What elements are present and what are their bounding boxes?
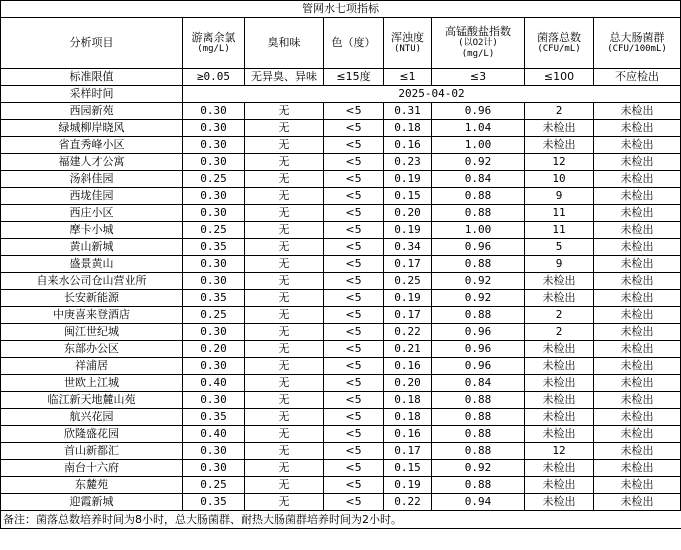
odor-value: 无 [245, 188, 324, 205]
colony-value: 9 [525, 256, 594, 273]
colony-value: 10 [525, 171, 594, 188]
coliform-value: 未检出 [594, 324, 681, 341]
coliform-value: 未检出 [594, 358, 681, 375]
site-name: 福建人才公寓 [1, 154, 183, 171]
cod-value: 0.88 [432, 256, 525, 273]
header-turbidity [384, 18, 432, 69]
header-cod-note: (以O2计) [458, 38, 498, 48]
odor-value: 无 [245, 460, 324, 477]
cod-value: 0.94 [432, 494, 525, 511]
color-value: <5 [324, 273, 384, 290]
site-name: 闽江世纪城 [1, 324, 183, 341]
table-row [1, 341, 681, 358]
header-colony [525, 18, 594, 69]
cod-value: 0.96 [432, 324, 525, 341]
header-turbidity-name: 浑浊度 [391, 30, 424, 44]
standard-row [1, 69, 681, 86]
turbidity-value: 0.19 [384, 171, 432, 188]
color-value: <5 [324, 239, 384, 256]
table-row [1, 239, 681, 256]
cod-value: 0.96 [432, 341, 525, 358]
odor-value: 无 [245, 477, 324, 494]
chlorine-value: 0.30 [183, 460, 245, 477]
turbidity-value: 0.17 [384, 307, 432, 324]
chlorine-value: 0.30 [183, 324, 245, 341]
color-value: <5 [324, 307, 384, 324]
header-cod-name: 高锰酸盐指数 [445, 25, 511, 38]
colony-value: 未检出 [525, 392, 594, 409]
cod-value: 0.92 [432, 460, 525, 477]
color-value: <5 [324, 205, 384, 222]
chlorine-value: 0.40 [183, 375, 245, 392]
odor-value: 无 [245, 154, 324, 171]
cod-value: 0.92 [432, 290, 525, 307]
color-value: <5 [324, 171, 384, 188]
table-row [1, 375, 681, 392]
cod-value: 0.96 [432, 239, 525, 256]
colony-value: 5 [525, 239, 594, 256]
table-row [1, 256, 681, 273]
odor-value: 无 [245, 222, 324, 239]
color-value: <5 [324, 103, 384, 120]
color-value: <5 [324, 290, 384, 307]
table-title-row [1, 1, 681, 18]
color-value: <5 [324, 375, 384, 392]
coliform-value: 未检出 [594, 375, 681, 392]
cod-value: 0.84 [432, 171, 525, 188]
header-coliform-name: 总大肠菌群 [609, 30, 665, 44]
color-value: <5 [324, 460, 384, 477]
site-name: 迎霞新城 [1, 494, 183, 511]
chlorine-value: 0.25 [183, 307, 245, 324]
header-chlorine [183, 18, 245, 69]
standard-cod: ≤3 [432, 69, 525, 86]
color-value: <5 [324, 188, 384, 205]
cod-value: 0.92 [432, 154, 525, 171]
turbidity-value: 0.22 [384, 494, 432, 511]
site-name: 黄山新城 [1, 239, 183, 256]
site-name: 世欧上江城 [1, 375, 183, 392]
coliform-value: 未检出 [594, 273, 681, 290]
color-value: <5 [324, 409, 384, 426]
odor-value: 无 [245, 443, 324, 460]
site-name: 南台十六府 [1, 460, 183, 477]
chlorine-value: 0.35 [183, 239, 245, 256]
header-cod [432, 18, 525, 69]
table-row [1, 409, 681, 426]
coliform-value: 未检出 [594, 154, 681, 171]
colony-value: 9 [525, 188, 594, 205]
site-name: 绿城柳岸晓风 [1, 120, 183, 137]
table-row [1, 426, 681, 443]
table-row [1, 443, 681, 460]
site-name: 祥浦居 [1, 358, 183, 375]
turbidity-value: 0.17 [384, 443, 432, 460]
standard-label: 标准限值 [1, 69, 183, 86]
note-row [0, 511, 681, 529]
turbidity-value: 0.18 [384, 120, 432, 137]
chlorine-value: 0.35 [183, 494, 245, 511]
coliform-value: 未检出 [594, 239, 681, 256]
site-name: 西园新苑 [1, 103, 183, 120]
chlorine-value: 0.25 [183, 477, 245, 494]
coliform-value: 未检出 [594, 256, 681, 273]
table-title: 管网水七项指标 [1, 1, 681, 18]
colony-value: 未检出 [525, 137, 594, 154]
coliform-value: 未检出 [594, 392, 681, 409]
turbidity-value: 0.21 [384, 341, 432, 358]
colony-value: 2 [525, 307, 594, 324]
header-coliform [594, 18, 681, 69]
cod-value: 0.88 [432, 307, 525, 324]
chlorine-value: 0.30 [183, 154, 245, 171]
odor-value: 无 [245, 103, 324, 120]
odor-value: 无 [245, 273, 324, 290]
turbidity-value: 0.23 [384, 154, 432, 171]
turbidity-value: 0.19 [384, 290, 432, 307]
turbidity-value: 0.19 [384, 222, 432, 239]
chlorine-value: 0.35 [183, 409, 245, 426]
color-value: <5 [324, 341, 384, 358]
color-value: <5 [324, 426, 384, 443]
chlorine-value: 0.30 [183, 120, 245, 137]
site-name: 省直秀峰小区 [1, 137, 183, 154]
odor-value: 无 [245, 137, 324, 154]
table-row [1, 494, 681, 511]
coliform-value: 未检出 [594, 494, 681, 511]
coliform-value: 未检出 [594, 103, 681, 120]
table-row [1, 358, 681, 375]
colony-value: 12 [525, 154, 594, 171]
colony-value: 未检出 [525, 477, 594, 494]
colony-value: 未检出 [525, 494, 594, 511]
cod-value: 0.92 [432, 273, 525, 290]
chlorine-value: 0.25 [183, 171, 245, 188]
odor-value: 无 [245, 341, 324, 358]
table-row [1, 460, 681, 477]
turbidity-value: 0.16 [384, 426, 432, 443]
site-name: 东麓苑 [1, 477, 183, 494]
chlorine-value: 0.30 [183, 443, 245, 460]
header-turbidity-unit: (NTU) [393, 43, 422, 54]
cod-value: 0.88 [432, 426, 525, 443]
site-name: 西垅佳园 [1, 188, 183, 205]
cod-value: 0.88 [432, 392, 525, 409]
cod-value: 0.88 [432, 409, 525, 426]
header-colony-unit: (CFU/mL) [537, 43, 581, 54]
colony-value: 2 [525, 103, 594, 120]
sampling-date: 2025-04-02 [183, 86, 681, 103]
chlorine-value: 0.25 [183, 222, 245, 239]
site-name: 首山新都汇 [1, 443, 183, 460]
site-name: 汤斜佳园 [1, 171, 183, 188]
table-row [1, 392, 681, 409]
odor-value: 无 [245, 290, 324, 307]
odor-value: 无 [245, 409, 324, 426]
turbidity-value: 0.20 [384, 375, 432, 392]
coliform-value: 未检出 [594, 460, 681, 477]
table-row [1, 290, 681, 307]
cod-value: 0.96 [432, 103, 525, 120]
odor-value: 无 [245, 392, 324, 409]
color-value: <5 [324, 324, 384, 341]
chlorine-value: 0.30 [183, 392, 245, 409]
odor-value: 无 [245, 171, 324, 188]
table-row [1, 477, 681, 494]
standard-colony: ≤100 [525, 69, 594, 86]
table-row [1, 222, 681, 239]
coliform-value: 未检出 [594, 409, 681, 426]
cod-value: 0.96 [432, 358, 525, 375]
site-name: 西庄小区 [1, 205, 183, 222]
color-value: <5 [324, 494, 384, 511]
colony-value: 11 [525, 222, 594, 239]
color-value: <5 [324, 392, 384, 409]
table-row [1, 324, 681, 341]
site-name: 临江新天地麓山苑 [1, 392, 183, 409]
table-row [1, 137, 681, 154]
odor-value: 无 [245, 358, 324, 375]
chlorine-value: 0.20 [183, 341, 245, 358]
coliform-value: 未检出 [594, 477, 681, 494]
colony-value: 未检出 [525, 120, 594, 137]
table-row [1, 188, 681, 205]
table-row [1, 205, 681, 222]
site-name: 欣隆盛花园 [1, 426, 183, 443]
color-value: <5 [324, 222, 384, 239]
odor-value: 无 [245, 375, 324, 392]
turbidity-value: 0.25 [384, 273, 432, 290]
turbidity-value: 0.20 [384, 205, 432, 222]
header-colony-name: 菌落总数 [537, 30, 581, 44]
site-name: 盛景黄山 [1, 256, 183, 273]
header-color: 色（度） [324, 18, 384, 69]
chlorine-value: 0.30 [183, 205, 245, 222]
site-name: 中庚喜来登酒店 [1, 307, 183, 324]
colony-value: 未检出 [525, 273, 594, 290]
cod-value: 0.88 [432, 477, 525, 494]
colony-value: 未检出 [525, 426, 594, 443]
site-name: 自来水公司仓山营业所 [1, 273, 183, 290]
table-row [1, 307, 681, 324]
standard-turbidity: ≤1 [384, 69, 432, 86]
site-name: 长安新能源 [1, 290, 183, 307]
coliform-value: 未检出 [594, 171, 681, 188]
color-value: <5 [324, 256, 384, 273]
odor-value: 无 [245, 307, 324, 324]
table-row [1, 120, 681, 137]
turbidity-value: 0.18 [384, 409, 432, 426]
color-value: <5 [324, 137, 384, 154]
chlorine-value: 0.30 [183, 137, 245, 154]
coliform-value: 未检出 [594, 120, 681, 137]
cod-value: 1.04 [432, 120, 525, 137]
cod-value: 1.00 [432, 222, 525, 239]
colony-value: 未检出 [525, 290, 594, 307]
colony-value: 未检出 [525, 375, 594, 392]
turbidity-value: 0.19 [384, 477, 432, 494]
standard-coliform: 不应检出 [594, 69, 681, 86]
odor-value: 无 [245, 426, 324, 443]
header-chlorine-name: 游离余氯 [191, 30, 236, 44]
turbidity-value: 0.18 [384, 392, 432, 409]
odor-value: 无 [245, 205, 324, 222]
odor-value: 无 [245, 324, 324, 341]
coliform-value: 未检出 [594, 426, 681, 443]
colony-value: 未检出 [525, 460, 594, 477]
table-row [1, 273, 681, 290]
odor-value: 无 [245, 494, 324, 511]
standard-color: ≤15度 [324, 69, 384, 86]
site-name: 摩卡小城 [1, 222, 183, 239]
standard-odor: 无异臭、异味 [245, 69, 324, 86]
turbidity-value: 0.34 [384, 239, 432, 256]
odor-value: 无 [245, 120, 324, 137]
coliform-value: 未检出 [594, 137, 681, 154]
color-value: <5 [324, 358, 384, 375]
colony-value: 未检出 [525, 341, 594, 358]
cod-value: 0.88 [432, 443, 525, 460]
header-item: 分析项目 [1, 18, 183, 69]
table-row [1, 171, 681, 188]
coliform-value: 未检出 [594, 307, 681, 324]
turbidity-value: 0.16 [384, 137, 432, 154]
colony-value: 12 [525, 443, 594, 460]
odor-value: 无 [245, 256, 324, 273]
sampling-label: 采样时间 [1, 86, 183, 103]
colony-value: 2 [525, 324, 594, 341]
cod-value: 0.88 [432, 205, 525, 222]
chlorine-value: 0.35 [183, 290, 245, 307]
turbidity-value: 0.17 [384, 256, 432, 273]
color-value: <5 [324, 154, 384, 171]
cod-value: 1.00 [432, 137, 525, 154]
colony-value: 未检出 [525, 358, 594, 375]
turbidity-value: 0.22 [384, 324, 432, 341]
coliform-value: 未检出 [594, 205, 681, 222]
coliform-value: 未检出 [594, 222, 681, 239]
chlorine-value: 0.30 [183, 358, 245, 375]
color-value: <5 [324, 443, 384, 460]
coliform-value: 未检出 [594, 443, 681, 460]
turbidity-value: 0.15 [384, 460, 432, 477]
standard-chlorine: ≥0.05 [183, 69, 245, 86]
table-row [1, 103, 681, 120]
colony-value: 未检出 [525, 409, 594, 426]
chlorine-value: 0.30 [183, 273, 245, 290]
chlorine-value: 0.30 [183, 256, 245, 273]
turbidity-value: 0.31 [384, 103, 432, 120]
table-row [1, 154, 681, 171]
header-coliform-unit: (CFU/100mL) [607, 43, 667, 54]
coliform-value: 未检出 [594, 341, 681, 358]
chlorine-value: 0.40 [183, 426, 245, 443]
turbidity-value: 0.16 [384, 358, 432, 375]
coliform-value: 未检出 [594, 188, 681, 205]
site-name: 航兴花园 [1, 409, 183, 426]
footnote: 备注：菌落总数培养时间为8小时，总大肠菌群、耐热大肠菌群培养时间为2小时。 [3, 513, 402, 526]
header-chlorine-unit: (mg/L) [197, 43, 230, 54]
coliform-value: 未检出 [594, 290, 681, 307]
color-value: <5 [324, 120, 384, 137]
cod-value: 0.88 [432, 188, 525, 205]
header-odor: 臭和味 [245, 18, 324, 69]
chlorine-value: 0.30 [183, 188, 245, 205]
colony-value: 11 [525, 205, 594, 222]
sampling-row [1, 86, 681, 103]
header-cod-unit: (mg/L) [461, 49, 495, 59]
turbidity-value: 0.15 [384, 188, 432, 205]
odor-value: 无 [245, 239, 324, 256]
site-name: 东部办公区 [1, 341, 183, 358]
header-row [1, 18, 681, 69]
cod-value: 0.84 [432, 375, 525, 392]
chlorine-value: 0.30 [183, 103, 245, 120]
color-value: <5 [324, 477, 384, 494]
